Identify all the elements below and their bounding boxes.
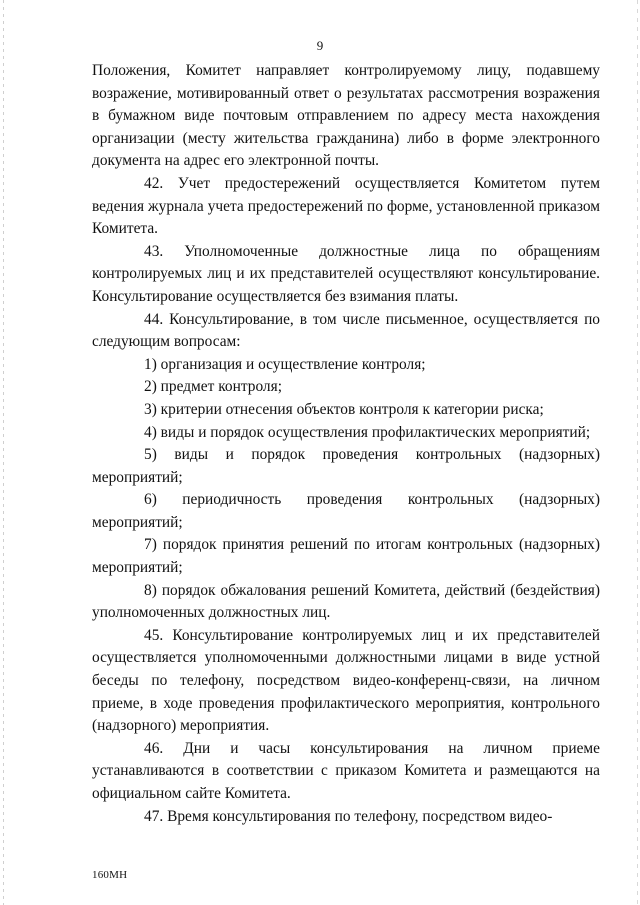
document-body — [92, 60, 600, 828]
paragraph-43: 43. Уполномоченные должностные лица по обращениям контролируемых лиц и их представителей осуществляют консультирование. Консультирование осуществляется без взимания платы. — [92, 242, 600, 305]
paragraph-47: 47. Время консультирования по телефону, посредством видео- — [144, 807, 553, 825]
paragraph-45: 45. Консультирование контролируемых лиц и их представителей осуществляется уполномоченными должностными лицами в виде устной беседы по телефону, посредством видео-конференц-связи, на личном приеме, в ходе проведения профилактического мероприятия, контрольного (надзорного) мероприятия. — [92, 626, 600, 735]
paragraph-42: 42. Учет предостережений осуществляется Комитетом путем ведения журнала учета предостережений по форме, установленной приказом Комитета. — [92, 174, 600, 238]
list-item-4: 4) виды и порядок осуществления профилактических мероприятий; — [144, 423, 591, 441]
list-item-5: 5) виды и порядок проведения контрольных (надзорных) мероприятий; — [92, 446, 600, 486]
page-number: 9 — [316, 38, 324, 53]
list-item-1: 1) организация и осуществление контроля; — [144, 355, 426, 373]
list-item-3: 3) критерии отнесения объектов контроля к категории риска; — [144, 400, 544, 418]
paragraph-46: 46. Дни и часы консультирования на личном приеме устанавливаются в соответствии с приказом Комитета и размещаются на официальном сайте Комитета. — [92, 739, 600, 802]
paragraph-44: 44. Консультирование, в том числе письменное, осуществляется по следующим вопросам: — [92, 310, 600, 351]
list-item-8: 8) порядок обжалования решений Комитета, действий (бездействия) уполномоченных должностных лиц. — [92, 581, 600, 622]
scan-edge-left — [3, 0, 4, 905]
paragraph-continuation: Положения, Комитет направляет контролируемому лицу, подавшему возражение, мотивированный ответ о результатах рассмотрения возражения в бумажном виде почтовым отправлением по адресу места нахождения организации (месту жительства гражданина) либо в форме электронного документа на адрес его электронной почты. — [92, 62, 600, 170]
list-item-7: 7) порядок принятия решений по итогам контрольных (надзорных) мероприятий; — [92, 536, 600, 577]
scan-edge-right — [637, 0, 638, 905]
footer-document-code: 160МН — [92, 869, 128, 881]
list-item-6: 6) периодичность проведения контрольных (надзорных) мероприятий; — [92, 491, 600, 531]
list-item-2: 2) предмет контроля; — [144, 378, 282, 396]
